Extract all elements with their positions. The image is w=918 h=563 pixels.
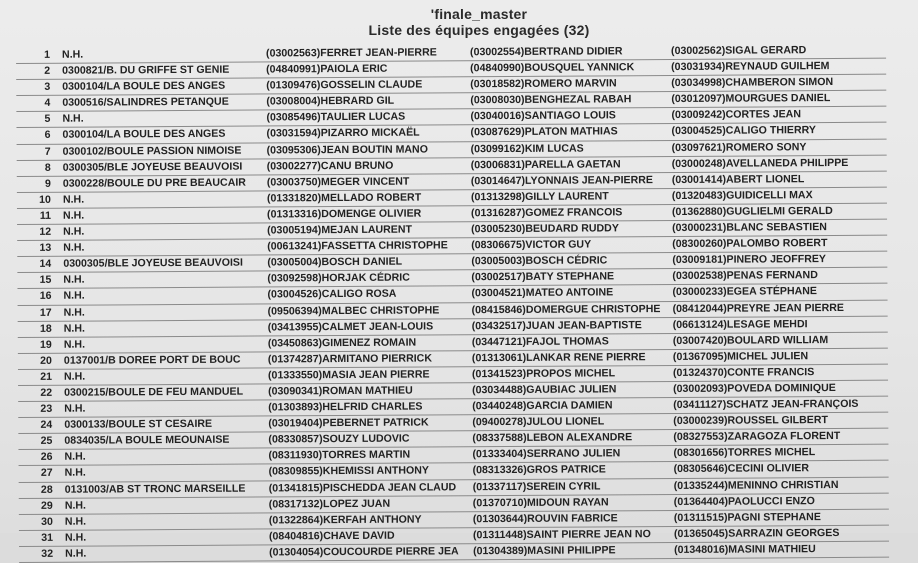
player-1: (01304054)COUCOURDE PIERRE JEA: [269, 545, 459, 559]
player-3: (03002538)PENAS FERNAND: [672, 269, 818, 283]
team-number: 29: [40, 499, 53, 512]
player-2: (04840990)BOUSQUEL YANNICK: [470, 61, 635, 75]
team-number: 5: [44, 113, 51, 126]
player-3: (03031934)REYNAUD GUILHEM: [671, 60, 830, 74]
player-1: (09506394)MALBEC CHRISTOPHE: [267, 303, 440, 317]
player-3: (01324370)CONTE FRANCIS: [672, 366, 815, 379]
player-2: (03432517)JUAN JEAN-BAPTISTE: [471, 318, 642, 332]
player-2: (01313298)GILLY LAURENT: [470, 190, 609, 204]
player-2: (03005003)BOSCH CÉDRIC: [471, 254, 608, 268]
player-1: (03450863)GIMENEZ ROMAIN: [267, 336, 417, 350]
player-2: (03002554)BERTRAND DIDIER: [469, 45, 623, 59]
team-club: N.H.: [64, 402, 86, 415]
player-1: (01333550)MASIA JEAN PIERRE: [267, 368, 430, 382]
player-2: (03018582)ROMERO MARVIN: [470, 77, 617, 91]
team-number: 17: [39, 306, 52, 319]
player-3: (01364404)PAOLUCCI ENZO: [673, 494, 815, 508]
player-3: (01320483)GUIDICELLI MAX: [671, 188, 813, 202]
team-number: 4: [44, 97, 51, 110]
team-club: 0300305/BLE JOYEUSE BEAUVOISI: [63, 256, 243, 270]
team-club: N.H.: [63, 338, 86, 351]
team-club: N.H.: [64, 467, 86, 480]
team-club: N.H.: [63, 306, 85, 319]
player-2: (08337588)LEBON ALEXANDRE: [472, 431, 633, 445]
document-title: 'finale_master: [430, 6, 528, 22]
player-1: (01322864)KERFAH ANTHONY: [268, 513, 422, 527]
player-3: (03002562)SIGAL GERARD: [670, 44, 807, 57]
player-2: (01370710)MIDOUN RAYAN: [472, 496, 609, 509]
document-subtitle: Liste des équipes engagées (32): [368, 22, 590, 38]
player-3: (03002093)POVEDA DOMINIQUE: [673, 381, 836, 395]
player-2: (03008030)BENGHEZAL RABAH: [470, 93, 632, 107]
team-club: N.H.: [63, 370, 86, 383]
team-number: 23: [40, 402, 53, 415]
team-club: N.H.: [63, 225, 85, 238]
player-1: (08311930)TORRES MARTIN: [268, 448, 411, 462]
team-club: 0131003/AB ST TRONC MARSEILLE: [64, 482, 246, 496]
player-1: (03005004)BOSCH DANIEL: [267, 255, 403, 269]
player-2: (03447121)FAJOL THOMAS: [471, 335, 609, 348]
team-number: 31: [41, 531, 54, 544]
team-number: 30: [41, 515, 53, 528]
team-club: N.H.: [62, 209, 85, 222]
team-club: 0300821/B. DU GRIFFE ST GENIE: [62, 63, 230, 77]
player-3: (03000239)ROUSSEL GILBERT: [673, 414, 828, 428]
player-2: (08415846)DOMERGUE CHRISTOPHE: [471, 302, 661, 316]
team-club: N.H.: [63, 273, 85, 287]
player-1: (01313316)DOMENGE OLIVIER: [266, 207, 422, 221]
team-number: 28: [40, 483, 53, 496]
player-1: (03031594)PIZARRO MICKAËL: [266, 127, 420, 140]
team-number: 27: [40, 467, 53, 480]
player-1: (03004526)CALIGO ROSA: [267, 288, 397, 301]
player-1: (01374287)ARMITANO PIERRICK: [267, 352, 433, 366]
team-club: N.H.: [65, 547, 87, 560]
team-number: 25: [40, 435, 53, 448]
team-number: 2: [44, 64, 51, 77]
player-3: (01335244)MENINNO CHRISTIAN: [673, 478, 839, 492]
player-1: (03085496)TAULIER LUCAS: [266, 110, 406, 124]
player-3: (03034998)CHAMBERON SIMON: [671, 76, 834, 90]
team-number: 20: [40, 354, 52, 367]
team-number: 32: [41, 547, 54, 560]
team-number: 7: [44, 145, 51, 158]
team-number: 15: [39, 274, 52, 287]
team-club: N.H.: [63, 241, 85, 254]
player-3: (03007420)BOULARD WILLIAM: [672, 333, 829, 347]
team-number: 6: [44, 129, 51, 142]
team-number: 10: [39, 193, 51, 206]
team-club: N.H.: [62, 48, 84, 61]
team-club: 0300102/BOULE PASSION NIMOISE: [62, 144, 242, 158]
player-2: (03006831)PARELLA GAETAN: [470, 157, 621, 171]
team-number: 11: [39, 209, 52, 222]
team-number: 9: [44, 177, 51, 190]
player-3: (08300260)PALOMBO ROBERT: [672, 237, 828, 251]
player-2: (01337117)SEREIN CYRIL: [472, 479, 601, 493]
player-2: (03087629)PLATON MATHIAS: [470, 125, 618, 139]
player-3: (03000233)EGEA STÉPHANE: [672, 285, 817, 299]
player-3: (01365045)SARRAZIN GEORGES: [673, 526, 840, 540]
player-2: (08306675)VICTOR GUY: [471, 238, 592, 252]
player-1: (03019404)PEBERNET PATRICK: [268, 416, 429, 430]
player-2: (01311448)SAINT PIERRE JEAN NO: [472, 527, 651, 542]
player-1: (03005194)MEJAN LAURENT: [267, 223, 412, 237]
team-club: N.H.: [62, 193, 85, 206]
team-club: N.H.: [64, 499, 87, 512]
teams-table: [16, 43, 889, 563]
player-1: (01303893)HELFRID CHARLES: [268, 400, 423, 414]
team-club: 0300516/SALINDRES PETANQUE: [62, 95, 229, 109]
player-1: (03092598)HORJAK CÉDRIC: [267, 271, 410, 285]
player-1: (03413955)CALMET JEAN-LOUIS: [267, 320, 434, 334]
player-2: (03004521)MATEO ANTOINE: [471, 286, 614, 300]
player-3: (03000248)AVELLANEDA PHILIPPE: [671, 156, 849, 170]
player-1: (03008004)HEBRARD GIL: [266, 94, 395, 108]
player-2: (03099162)KIM LUCAS: [470, 142, 584, 155]
player-1: (03002563)FERRET JEAN-PIERRE: [266, 46, 437, 60]
player-2: (03014647)LYONNAIS JEAN-PIERRE: [470, 173, 653, 187]
player-2: (01316287)GOMEZ FRANCOIS: [470, 206, 623, 220]
team-club: N.H.: [62, 112, 84, 126]
player-2: (03040016)SANTIAGO LOUIS: [470, 109, 616, 123]
player-1: (08309855)KHEMISSI ANTHONY: [268, 464, 429, 478]
player-3: (03004525)CALIGO THIERRY: [671, 124, 816, 138]
player-1: (01309476)GOSSELIN CLAUDE: [266, 78, 423, 92]
team-number: 1: [44, 48, 51, 61]
player-1: (01341815)PISCHEDDA JEAN CLAUD: [268, 480, 457, 494]
player-2: (08313326)GROS PATRICE: [472, 463, 606, 477]
player-1: (08317132)LOPEZ JUAN: [268, 497, 391, 511]
team-club: 0300133/BOULE ST CESAIRE: [64, 417, 213, 431]
team-number: 22: [40, 386, 53, 399]
team-club: 0300104/LA BOULE DES ANGES: [62, 128, 226, 142]
player-3: (01348016)MASINI MATHIEU: [674, 543, 816, 556]
team-number: 14: [39, 258, 52, 271]
player-2: (03034488)GAUBIAC JULIEN: [472, 383, 617, 397]
player-1: (00613241)FASSETTA CHRISTOPHE: [267, 239, 448, 253]
player-3: (08301656)TORRES MICHEL: [673, 446, 816, 460]
player-2: (01313061)LANKAR RENE PIERRE: [471, 350, 646, 365]
player-3: (03012097)MOURGUES DANIEL: [671, 92, 831, 106]
team-club: N.H.: [64, 450, 86, 464]
team-number: 3: [44, 80, 51, 94]
team-number: 19: [39, 338, 52, 351]
player-1: (08330857)SOUZY LUDOVIC: [268, 432, 410, 446]
team-number: 24: [40, 418, 53, 432]
player-3: (01362880)GUGLIELMI GERALD: [671, 204, 833, 218]
team-number: 13: [39, 241, 52, 254]
team-club: N.H.: [64, 531, 87, 544]
player-2: (01333404)SERRANO JULIEN: [472, 447, 621, 461]
player-2: (09400278)JULOU LIONEL: [472, 415, 605, 429]
team-club: 0300228/BOULE DU PRE BEAUCAIR: [62, 176, 246, 190]
team-number: 21: [40, 370, 53, 383]
player-1: (08404816)CHAVE DAVID: [268, 529, 395, 543]
team-number: 8: [44, 161, 51, 174]
player-1: (03003750)MEGER VINCENT: [266, 175, 410, 189]
player-3: (08412044)PREYRE JEAN PIERRE: [672, 301, 844, 315]
player-2: (01303644)ROUVIN FABRICE: [472, 512, 618, 525]
team-number: 18: [39, 322, 52, 335]
player-1: (03090341)ROMAN MATHIEU: [268, 384, 413, 398]
player-2: (01341523)PROPOS MICHEL: [471, 367, 616, 381]
player-3: (06613124)LESAGE MEHDI: [672, 317, 808, 331]
player-3: (03001414)ABERT LIONEL: [671, 172, 805, 186]
player-3: (01367095)MICHEL JULIEN: [672, 349, 809, 363]
player-3: (01311515)PAGNI STEPHANE: [673, 510, 821, 524]
team-club: N.H.: [63, 289, 85, 303]
player-3: (03411127)SCHATZ JEAN-FRANÇOIS: [673, 397, 859, 412]
player-1: (03095306)JEAN BOUTIN MANO: [266, 143, 428, 157]
team-club: 0137001/B DOREE PORT DE BOUC: [63, 353, 241, 367]
team-club: 0300104/LA BOULE DES ANGES: [62, 79, 226, 93]
team-club: 0300215/BOULE DE FEU MANDUEL: [64, 385, 244, 399]
team-club: N.H.: [64, 515, 87, 528]
team-club: 0834035/LA BOULE MEOUNAISE: [64, 433, 230, 447]
team-number: 26: [40, 451, 53, 464]
player-3: (03009242)CORTES JEAN: [671, 108, 802, 122]
team-number: 16: [39, 290, 52, 303]
player-2: (03440248)GARCIA DAMIEN: [472, 399, 613, 413]
team-club: 0300305/BLE JOYEUSE BEAUVOISI: [62, 160, 243, 174]
player-3: (08305646)CECINI OLIVIER: [673, 462, 810, 476]
player-3: (03009181)PINERO JEOFFREY: [672, 253, 827, 267]
player-2: (01304389)MASINI PHILIPPE: [473, 544, 616, 558]
player-3: (03097621)ROMERO SONY: [671, 140, 807, 154]
player-1: (04840991)PAIOLA ERIC: [266, 62, 388, 76]
player-1: (01331820)MELLADO ROBERT: [266, 191, 422, 205]
player-2: (03002517)BATY STEPHANE: [471, 270, 615, 284]
player-1: (03002277)CANU BRUNO: [266, 159, 394, 173]
team-club: N.H.: [63, 322, 85, 335]
team-number: 12: [39, 225, 52, 238]
player-3: (03000231)BLANC SEBASTIEN: [672, 221, 827, 235]
player-2: (03005230)BEUDARD RUDDY: [471, 222, 619, 236]
player-3: (08327553)ZARAGOZA FLORENT: [673, 430, 841, 444]
